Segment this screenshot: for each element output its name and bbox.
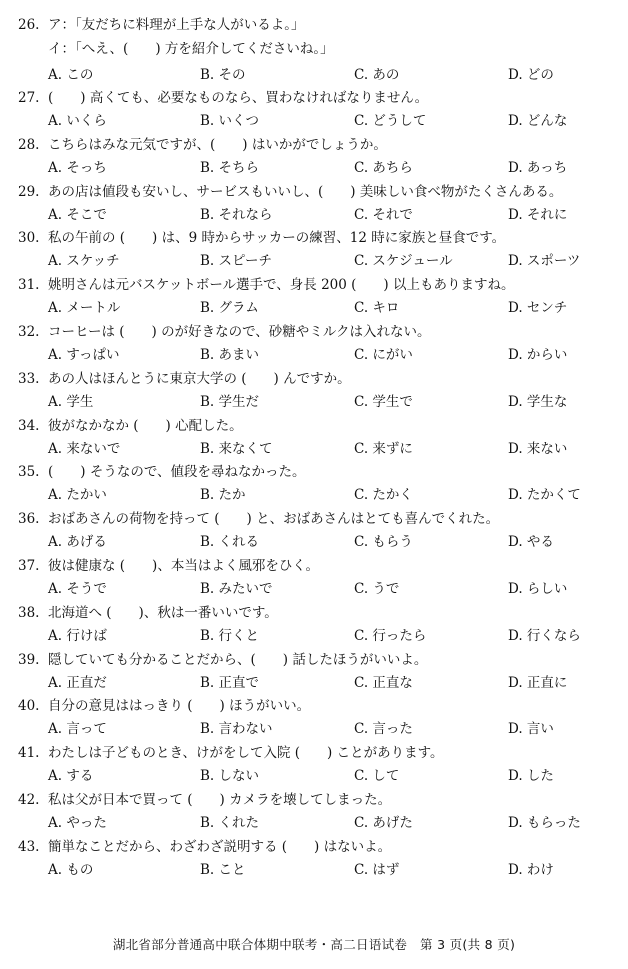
question-text: コーヒーは ( ) のが好きなので、砂糖やミルクは入れない。 — [48, 324, 431, 340]
option-a[interactable]: A. 学生 — [48, 393, 94, 410]
option-a[interactable]: A. もの — [48, 861, 94, 878]
question-text-line2: イ：「へえ、( ) 方を紹介してくださいね。」 — [48, 41, 334, 57]
option-b[interactable]: B. グラム — [200, 300, 259, 317]
question-number: 34. — [18, 417, 40, 434]
question-number: 32. — [18, 324, 40, 340]
question-number: 43. — [18, 838, 40, 855]
option-d[interactable]: D. あっち — [508, 159, 568, 176]
option-d[interactable]: D. どんな — [508, 113, 568, 129]
option-d[interactable]: D. した — [508, 768, 554, 785]
question-stem — [18, 417, 243, 435]
option-c[interactable]: C. あちら — [354, 159, 413, 176]
option-c[interactable]: C. 言った — [354, 721, 413, 738]
option-d[interactable]: D. センチ — [508, 300, 568, 317]
option-a[interactable]: A. する — [48, 768, 94, 785]
option-a[interactable]: A. そっち — [48, 159, 107, 176]
option-d[interactable]: D. 正直に — [508, 674, 568, 691]
question-stem — [18, 604, 278, 622]
option-a[interactable]: A. あげる — [48, 534, 107, 551]
option-d[interactable]: D. 言い — [508, 721, 554, 738]
question-text: 姚明さんは元バスケットボール選手で、身長 200 ( ) 以上もありますね。 — [48, 277, 515, 294]
question-stem — [18, 276, 514, 294]
option-d[interactable]: D. からい — [508, 347, 568, 363]
option-d[interactable]: D. 来ない — [508, 440, 568, 457]
question-stem — [18, 651, 427, 669]
question-stem — [18, 510, 499, 528]
option-d[interactable]: D. わけ — [508, 861, 554, 878]
question-number: 41. — [18, 745, 40, 762]
option-c[interactable]: C. 行ったら — [354, 627, 427, 644]
option-b[interactable]: B. あまい — [200, 347, 260, 363]
question-stem — [18, 463, 306, 481]
option-b[interactable]: B. そちら — [200, 159, 260, 176]
option-d[interactable]: D. 行くなら — [508, 627, 581, 644]
option-c[interactable]: C. して — [354, 768, 400, 785]
question-stem — [18, 323, 431, 341]
option-a[interactable]: A. 言って — [48, 721, 107, 738]
option-d[interactable]: D. やる — [508, 534, 554, 551]
option-a[interactable]: A. 正直だ — [48, 674, 107, 691]
option-c[interactable]: C. たかく — [354, 487, 413, 504]
question-text: 自分の意見ははっきり ( ) ほうがいい。 — [48, 698, 311, 715]
question-number: 27. — [18, 90, 40, 106]
option-b[interactable]: B. 学生だ — [200, 393, 260, 410]
question-number: 33. — [18, 370, 40, 387]
option-c[interactable]: C. にがい — [354, 347, 413, 363]
question-text: あの店は値段も安いし、サービスもいいし、( ) 美味しい食べ物がたくさんある。 — [48, 183, 563, 200]
question-number: 35. — [18, 464, 40, 481]
option-b[interactable]: B. その — [200, 67, 246, 83]
option-a[interactable]: A. やった — [48, 815, 107, 831]
option-d[interactable]: D. それに — [508, 206, 568, 223]
question-stem — [18, 183, 562, 201]
option-c[interactable]: C. もらう — [354, 534, 413, 551]
option-b[interactable]: B. 言わない — [200, 721, 273, 738]
question-stem — [18, 370, 351, 388]
option-a[interactable]: A. スケッチ — [48, 253, 120, 270]
option-d[interactable]: D. もらった — [508, 815, 581, 831]
question-number: 31. — [18, 277, 40, 294]
option-b[interactable]: B. スピーチ — [200, 253, 272, 270]
option-d[interactable]: D. スポーツ — [508, 253, 581, 270]
question-text: 簡単なことだから、わざわざ説明する ( ) はないよ。 — [48, 838, 392, 855]
question-stem — [18, 791, 391, 809]
option-a[interactable]: A. そこで — [48, 206, 107, 223]
option-b[interactable]: B. くれる — [200, 534, 260, 551]
question-text: 私の午前の ( ) は、9 時からサッカーの練習、12 時に家族と昼食です。 — [48, 230, 506, 247]
question-number: 37. — [18, 558, 40, 574]
question-text: 北海道へ ( )、秋は一番いいです。 — [48, 604, 278, 621]
page-footer: 湖北省部分普通高中联合体期中联考・高二日语试卷 第 3 页(共 8 页) — [112, 937, 516, 952]
option-a[interactable]: A. そうで — [48, 581, 107, 597]
option-b[interactable]: B. それなら — [200, 206, 273, 223]
question-text: ア：「友だちに料理が上手な人がいるよ。」 — [48, 17, 305, 33]
question-stem — [18, 89, 428, 107]
option-b[interactable]: B. いくつ — [200, 113, 260, 129]
option-c[interactable]: C. あの — [354, 67, 400, 83]
question-text: 彼がなかなか ( ) 心配した。 — [48, 417, 243, 434]
option-a[interactable]: A. 行けば — [48, 627, 107, 644]
option-c[interactable]: C. 正直な — [354, 674, 413, 691]
question-stem — [18, 136, 387, 154]
question-number: 36. — [18, 511, 40, 528]
option-c[interactable]: C. スケジュール — [354, 253, 453, 270]
question-number: 39. — [18, 651, 40, 668]
question-number: 29. — [18, 183, 40, 200]
option-b[interactable]: B. 来なくて — [200, 440, 273, 457]
question-number: 40. — [18, 698, 40, 715]
question-text: おばあさんの荷物を持って ( ) と、おばあさんはとても喜んでくれた。 — [48, 511, 500, 528]
option-c[interactable]: C. あげた — [354, 815, 413, 831]
option-b[interactable]: B. くれた — [200, 815, 260, 831]
option-b[interactable]: B. みたいで — [200, 581, 273, 597]
question-stem — [18, 838, 391, 856]
option-a[interactable]: A. この — [48, 67, 94, 83]
question-text: ( ) 高くても、必要なものなら、買わなければなりません。 — [48, 90, 429, 106]
question-number: 42. — [18, 792, 40, 808]
question-number: 28. — [18, 136, 40, 153]
option-a[interactable]: A. すっぱい — [48, 347, 120, 363]
question-text: こちらはみな元気ですが、( ) はいかがでしょうか。 — [48, 136, 387, 153]
question-text: ( ) そうなので、値段を尋ねなかった。 — [48, 464, 306, 481]
option-b[interactable]: B. しない — [200, 768, 260, 785]
option-a[interactable]: A. メートル — [48, 300, 121, 317]
option-d[interactable]: D. たかくて — [508, 487, 581, 504]
question-stem — [18, 229, 505, 247]
option-c[interactable]: C. キロ — [354, 300, 400, 317]
question-text: 彼は健康な ( )、本当はよく風邪をひく。 — [48, 558, 320, 574]
question-text: 隠していても分かることだから、( ) 話したほうがいいよ。 — [48, 651, 428, 668]
option-d[interactable]: D. らしい — [508, 581, 568, 597]
option-b[interactable]: B. 正直で — [200, 674, 260, 691]
option-d[interactable]: D. どの — [508, 67, 554, 83]
option-d[interactable]: D. 学生な — [508, 393, 568, 410]
question-text: わたしは子どものとき、けがをして入院 ( ) ことがあります。 — [48, 745, 444, 762]
option-b[interactable]: B. たか — [200, 487, 246, 504]
option-c[interactable]: C. はず — [354, 861, 400, 878]
option-a[interactable]: A. いくら — [48, 113, 107, 129]
option-c[interactable]: C. それで — [354, 206, 413, 223]
question-stem — [18, 697, 310, 715]
question-stem — [18, 16, 305, 34]
option-c[interactable]: C. うで — [354, 581, 400, 597]
option-a[interactable]: A. たかい — [48, 487, 107, 504]
option-c[interactable]: C. 来ずに — [354, 440, 413, 457]
option-c[interactable]: C. どうして — [354, 113, 427, 129]
option-a[interactable]: A. 来ないで — [48, 440, 121, 457]
question-stem — [18, 557, 319, 575]
question-stem — [18, 744, 444, 762]
question-text: 私は父が日本で買って ( ) カメラを壊してしまった。 — [48, 792, 392, 808]
question-number: 30. — [18, 230, 40, 247]
question-text: あの人はほんとうに東京大学の ( ) んですか。 — [48, 370, 351, 387]
question-number: 38. — [18, 604, 40, 621]
option-c[interactable]: C. 学生で — [354, 393, 413, 410]
option-b[interactable]: B. こと — [200, 861, 246, 878]
option-b[interactable]: B. 行くと — [200, 627, 260, 644]
question-number: 26. — [18, 17, 40, 33]
